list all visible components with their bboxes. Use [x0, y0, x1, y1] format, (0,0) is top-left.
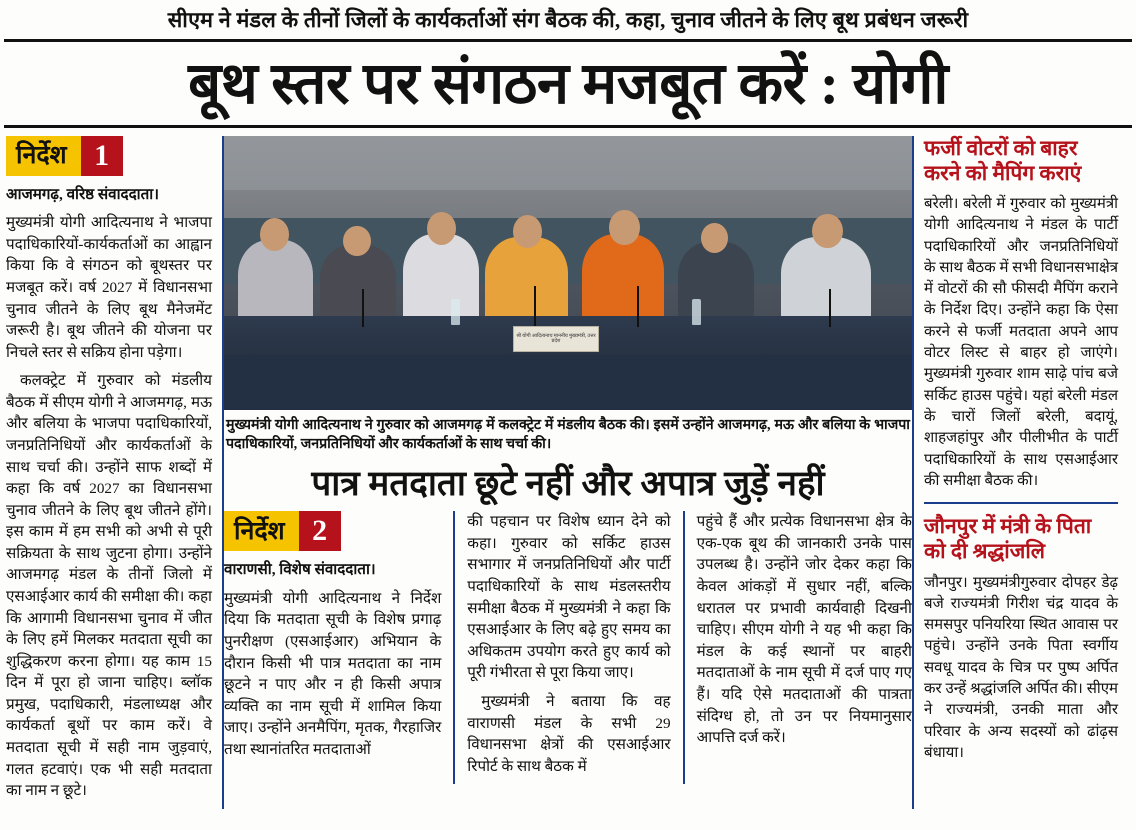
nirdesh-number-2: 2: [299, 511, 341, 551]
content-grid: [0, 136, 1136, 809]
photo-person-6: [678, 242, 754, 327]
nirdesh-tag-2: [224, 511, 441, 551]
photo-person-7-head: [812, 214, 842, 248]
dateline: आजमगढ़, वरिष्ठ संवाददाता।: [6, 185, 159, 203]
right-column: [912, 136, 1118, 809]
sub-article-column-1: [224, 511, 453, 784]
left-article-body: [6, 184, 212, 802]
sub-c2-paragraph-2: मुख्यमंत्री ने बताया कि वह वाराणसी मंडल के सभी 29 विधानसभा क्षेत्रों की एसआईआर रिपोर्ट के साथ बैठक में: [467, 692, 671, 775]
photo-water-bottle-1: [451, 299, 460, 325]
photo-person-2-head: [343, 226, 371, 256]
sub-article-columns: [224, 511, 912, 784]
sub-headline: पात्र मतदाता छूटे नहीं और अपात्र जुड़ें नहीं: [311, 463, 825, 503]
sub-c2-paragraph-1: की पहचान पर विशेष ध्यान देने को कहा। गुरुवार को सर्किट हाउस सभागार में जनप्रतिनिधियों और पार्टी पदाधिकारियों के साथ मंडलस्तरीय समीक्षा बैठक में मुख्यमंत्री ने कहा कि एसआईआर के लिए बढ़े हुए समय का अधिकतम उपयोग करते हुए कार्य को पूरी गंभीरता से पूरा किया जाए।: [467, 513, 671, 682]
right-story-1-body: [924, 194, 1118, 492]
photo-person-4: [485, 237, 568, 327]
left-column: [6, 136, 224, 809]
sub-dateline-paragraph: [224, 559, 441, 581]
left-paragraph-2: कलक्ट्रेट में गुरुवार को मंडलीय बैठक में सीएम योगी ने आजमगढ़, मऊ और बलिया के भाजपा पदाधिकारियों, जनप्रतिनिधियों और कार्यकर्ताओं के साथ चर्चा की। उन्होंने साफ शब्दों में कहा कि वर्ष 2027 का विधानसभा चुनाव जीतने के लिए बूथ जीतने होंगे। इस काम में हम सभी को अभी से पूरी सक्रियता के साथ जुटना होगा। उन्होंने आजमगढ़ मंडल के तीनों जिलो में एसआईआर कार्य की समीक्षा की। कहा कि आगामी विधानसभा चुनाव में जीत के लिए हमें मिलकर मतदाता सूची का शुद्धिकरण करना होगा। यह काम 15 दिन में पूरा हो जाना चाहिए। ब्लॉक प्रमुख, पदाधिकारी, मंडलाध्यक्ष और कार्यकर्ता बूथों पर काम करें। वे मतदाता सूची में सही नाम जुड़वाएं, गलत हटवाएं। एक भी सही मतदाता का नाम न छूटे।: [6, 372, 212, 800]
photo-microphone-1: [362, 289, 364, 327]
nirdesh-label: निर्देश: [6, 136, 81, 176]
right-column-divider: [924, 502, 1118, 504]
sub-c1-paragraph-1: मुख्यमंत्री योगी आदित्यनाथ ने निर्देश दिया कि मतदाता सूची के विशेष प्रगाढ़ पुनरीक्षण (एसआईआर) अभियान के दौरान किसी भी पात्र मतदाता का नाम छूटने न पाए और न ही किसी अपात्र व्यक्ति का नाम सूची में शामिल किया जाए। उन्होंने अनमैपिंग, मृतक, गैरहाजिर तथा स्थानांतरित मतदाताओं: [224, 589, 442, 758]
sub-article-body-2: [467, 511, 670, 777]
sub-article-body-1: [224, 559, 441, 760]
right-story-1-paragraph-1: बरेली। बरेली में गुरुवार को मुख्यमंत्री योगी आदित्यनाथ ने मंडल के पार्टी पदाधिकारियों और जनप्रतिनिधियों के साथ बैठक में सभी विधानसभाक्षेत्र में वोटरों की सौ फीसदी मैपिंग कराने के निर्देश दिए। उन्होंने कहा कि ऐसा करने से फर्जी मतदाता अपने आप वोटर लिस्ट से बाहर हो जाएंगे। मुख्यमंत्री गुरुवार शाम साढ़े पांच बजे सर्किट हाउस पहुंचे। यहां बरेली मंडल के चारों जिलों बरेली, बदायूं, शाहजहांपुर और पीलीभीत के पार्टी पदाधिकारियों के साथ एसआईआर की समीक्षा बैठक की।: [924, 195, 1118, 489]
photo-person-3: [403, 234, 479, 327]
photo-person-1-head: [260, 218, 289, 251]
photo-water-bottle-2: [692, 299, 701, 325]
kicker-text: सीएम ने मंडल के तीनों जिलों के कार्यकर्ताओं संग बैठक की, कहा, चुनाव जीतने के लिए बूथ प्रबंधन जरूरी: [167, 8, 969, 32]
photo-block: [224, 136, 912, 455]
photo-microphone-2: [534, 286, 536, 327]
nirdesh-number: 1: [81, 136, 123, 176]
photo-nameplate: श्री योगी आदित्यनाथ माननीय मुख्यमंत्री, उत्तर प्रदेश: [513, 326, 599, 352]
right-story-2-paragraph-1: जौनपुर। मुख्यमंत्रीगुरुवार दोपहर डेढ़ बजे राज्यमंत्री गिरीश चंद्र यादव के समसपुर पनियरिया स्थित आवास पर पहुंचे। उन्होंने उनके पिता स्वर्गीय सवधू यादव के चित्र पर पुष्प अर्पित कर उन्हें श्रद्धांजलि अर्पित की। सीएम ने राज्यमंत्री, उनकी माता और परिवार के अन्य सदस्यों को ढांढ़स बंधाया।: [924, 574, 1118, 761]
sub-c3-paragraph-1: पहुंचे हैं और प्रत्येक विधानसभा क्षेत्र के एक-एक बूथ की जानकारी उनके पास उपलब्ध है। उन्होंने जोर देकर कहा कि केवल आंकड़ों में सुधार नहीं, बल्कि धरातल पर प्रभावी कार्यवाही दिखनी चाहिए। सीएम योगी ने यह भी कहा कि मंडल के कई स्थानों पर बाहरी मतदाताओं के नाम सूची में दर्ज पाए गए हैं। यदि ऐसे मतदाताओं की पात्रता संदिग्ध हो, तो उन पर नियमानुसार आपत्ति दर्ज करें।: [696, 513, 912, 747]
sub-dateline: वाराणसी, विशेष संवाददाता।: [224, 561, 376, 579]
divider-bottom: [4, 125, 1132, 128]
sub-article-body-3: [697, 511, 912, 748]
left-dateline-paragraph: [6, 184, 212, 206]
photo-person-1: [238, 240, 314, 328]
photo-person-cm-head: [609, 210, 639, 246]
photo-microphone-4: [829, 289, 831, 327]
photo-wall-panel: [224, 136, 912, 191]
right-story-2-body: [924, 573, 1118, 765]
sub-article-column-2: [453, 511, 682, 784]
photo-caption: मुख्यमंत्री योगी आदित्यनाथ ने गुरुवार को आजमगढ़ में कलक्ट्रेट में मंडलीय बैठक की। इसमें उन्होंने आजमगढ़, मऊ और बलिया के भाजपा पदाधिकारियों, जनप्रतिनिधियों और कार्यकर्ताओं के साथ चर्चा की।: [226, 416, 910, 453]
photo-person-2: [320, 245, 396, 327]
right-story-2-headline: जौनपुर में मंत्री के पिता को दी श्रद्धांजलि: [924, 514, 1092, 564]
photo-tablecloth: [224, 355, 912, 410]
middle-column: [224, 136, 912, 809]
meeting-photo: [224, 136, 912, 410]
left-paragraph-1: मुख्यमंत्री योगी आदित्यनाथ ने भाजपा पदाधिकारियों-कार्यकर्ताओं का आह्वान किया कि वे संगठन को बूथस्तर पर मजबूत करें। वर्ष 2027 में विधानसभा चुनाव जीतने के लिए बूथ मैनेजमेंट जरूरी है। बूथ जीतने की योजना पर निचले स्तर से सक्रिय होना पड़ेगा।: [6, 214, 212, 361]
nirdesh-label-2: निर्देश: [224, 511, 299, 551]
photo-person-3-head: [427, 212, 456, 245]
photo-person-4-head: [513, 215, 542, 248]
photo-microphone-3: [637, 286, 639, 327]
main-headline: बूथ स्तर पर संगठन मजबूत करें : योगी: [188, 50, 948, 116]
nirdesh-tag-1: [6, 136, 212, 176]
right-story-1-headline: फर्जी वोटरों को बाहर करने को मैपिंग कराएं: [924, 135, 1082, 185]
photo-person-7: [781, 237, 870, 327]
photo-person-chief-minister: [582, 234, 665, 327]
sub-article-column-3: [683, 511, 912, 784]
